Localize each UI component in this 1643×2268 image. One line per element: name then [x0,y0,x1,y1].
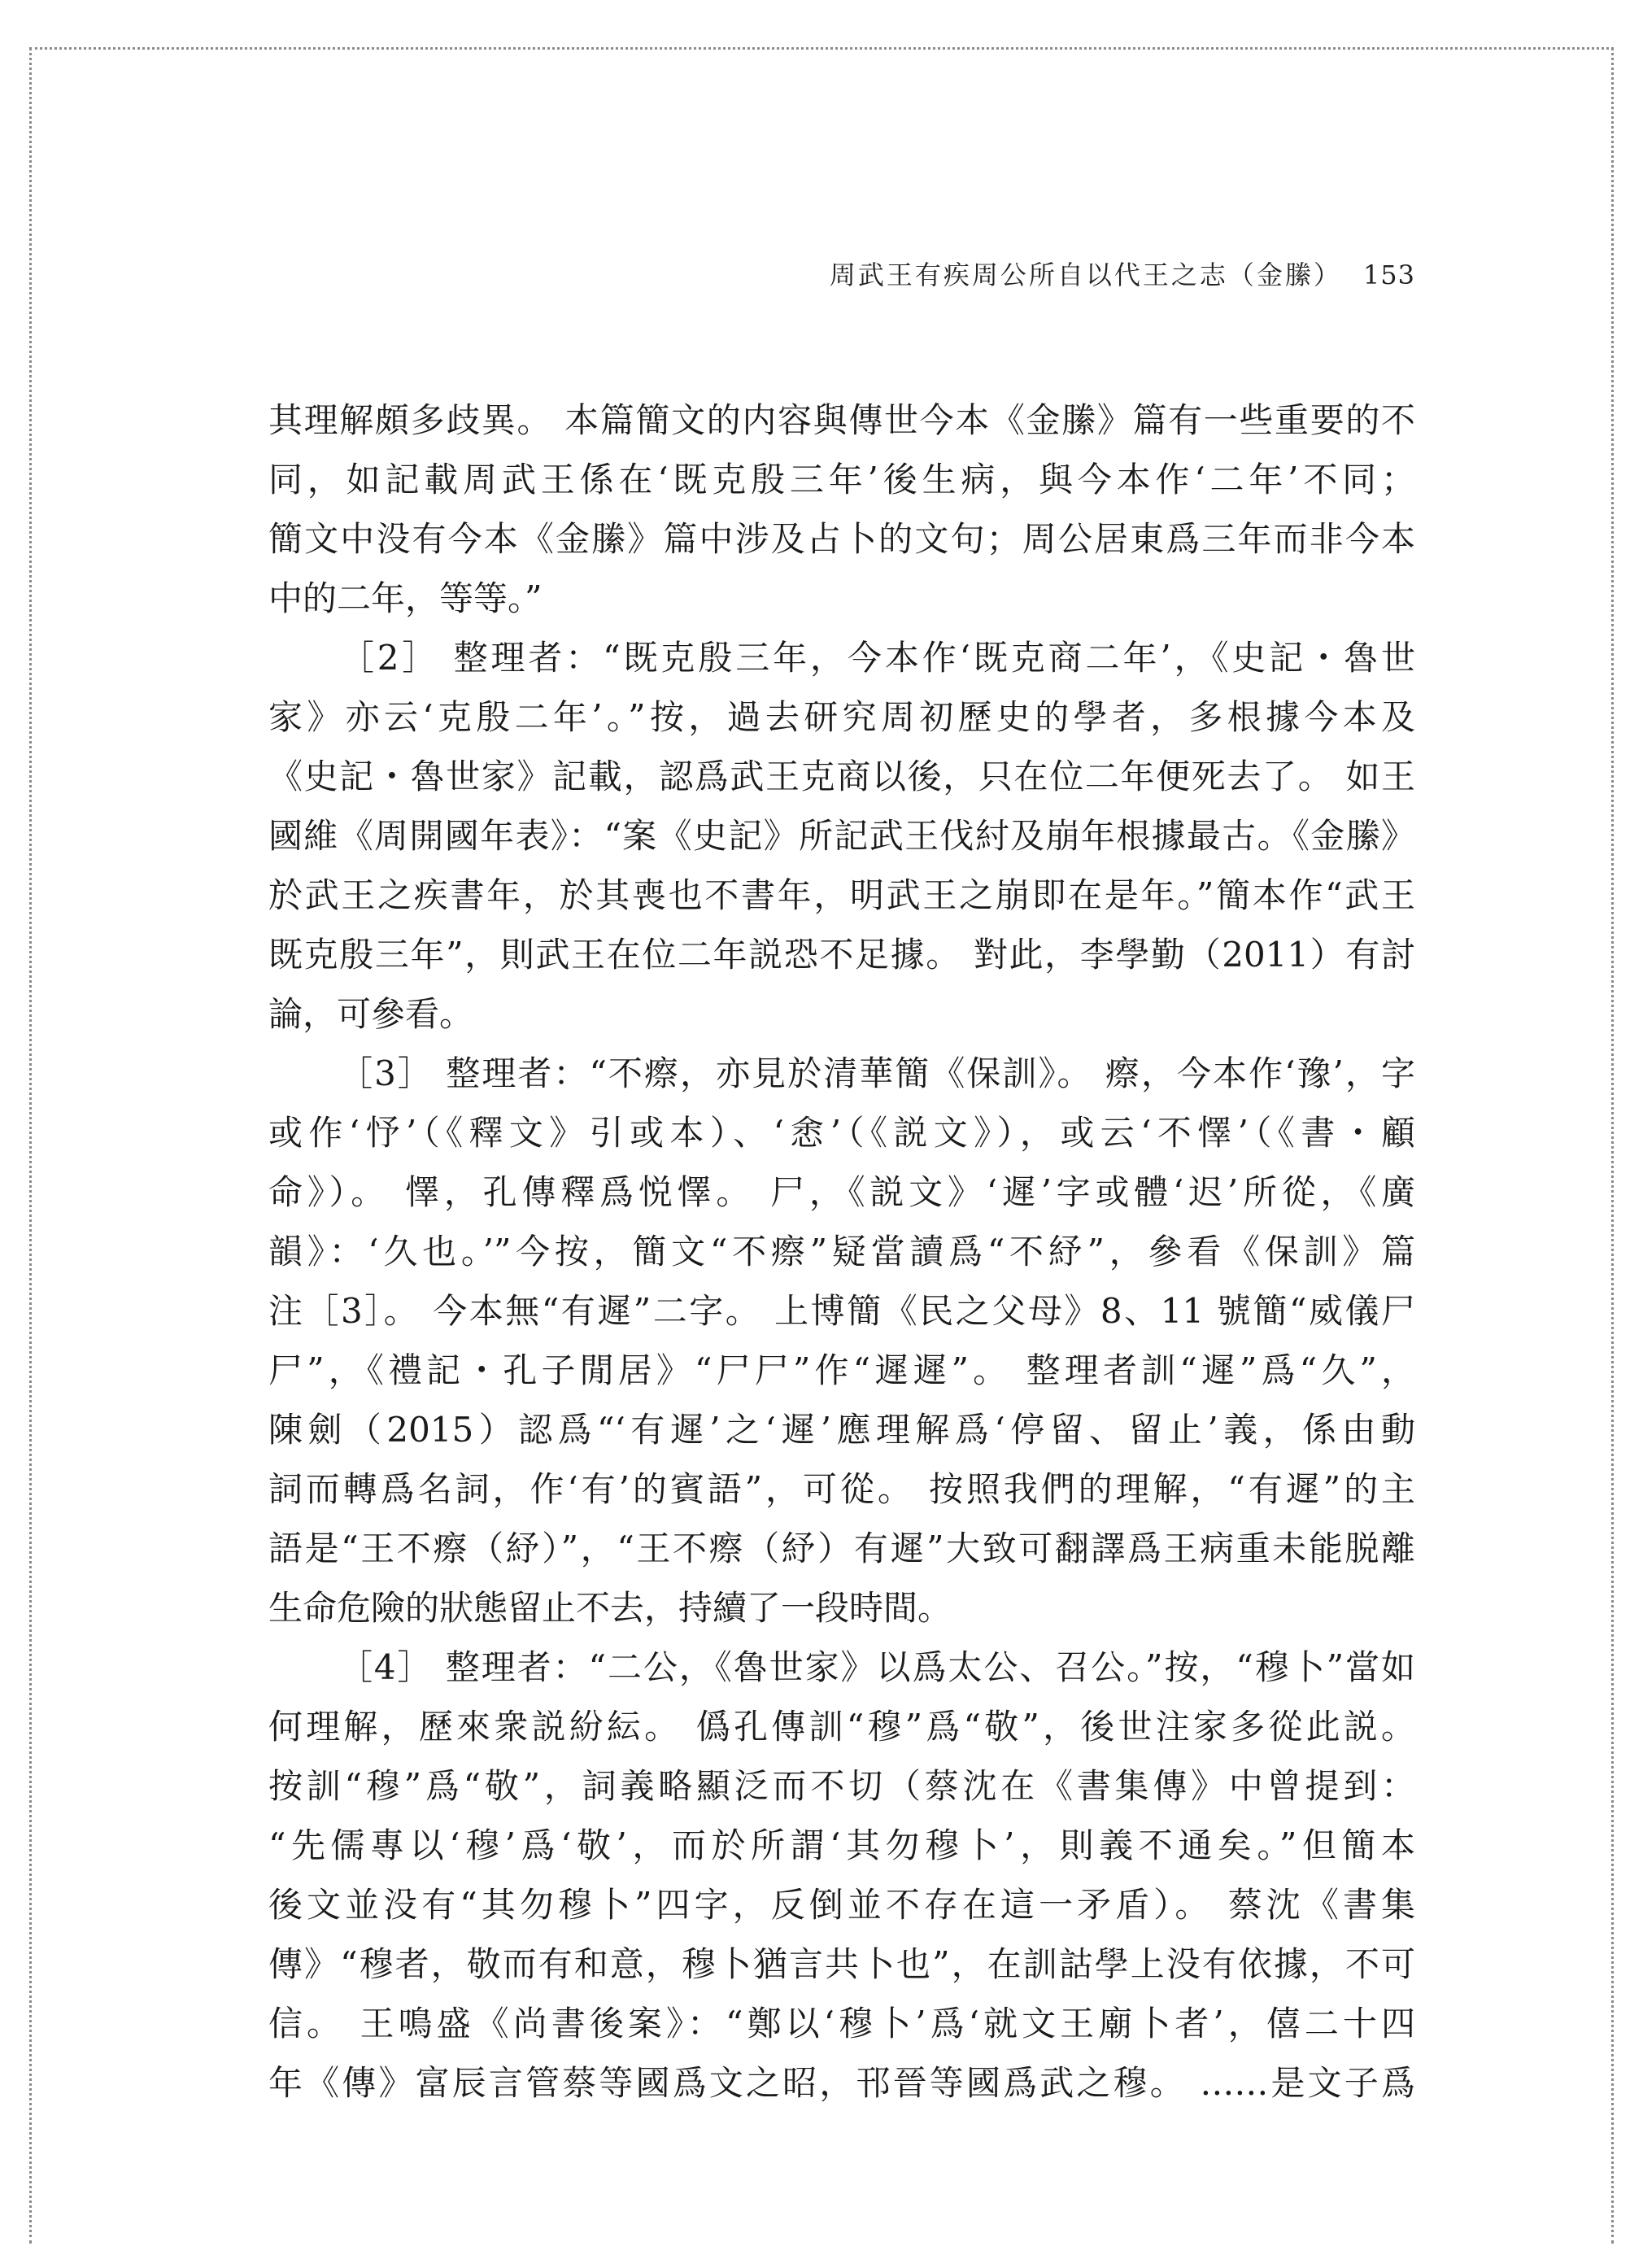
text-line: 年《傳》富辰言管蔡等國爲文之昭，邗晉等國爲武之穆。 ……是文子爲 [268,2063,1415,2103]
text-line: 何理解，歷來衆説紛紜。 僞孔傳訓“穆”爲“敬”，後世注家多從此説。 [268,1707,1415,1747]
text-line: 生命危險的狀態留止不去，持續了一段時間。 [268,1588,952,1628]
text-line: 同，如記載周武王係在‘既克殷三年’後生病，與今本作‘二年’不同； [268,460,1415,499]
text-line: 韻》：‘久也。’”今按，簡文“不瘵”疑當讀爲“不紓”，參看《保訓》篇 [268,1232,1415,1271]
paragraph-continuation [268,390,1415,628]
text-line: “先儒專以‘穆’爲‘敬’，而於所謂‘其勿穆卜’，則義不通矣。”但簡本 [268,1825,1415,1865]
note-3 [268,1044,1415,1638]
text-line: 尸”，《禮記・孔子閒居》“尸尸”作“遲遲”。 整理者訓“遲”爲“久”， [268,1350,1415,1390]
text-line: 《史記・魯世家》記載，認爲武王克商以後，只在位二年便死去了。 如王 [268,757,1415,796]
note-2 [268,628,1415,1044]
text-line: 詞而轉爲名詞，作‘有’的賓語”，可從。 按照我們的理解，“有遲”的主 [268,1469,1415,1509]
text-line: 論，可參看。 [268,994,474,1034]
text-line: 命》）。 懌，孔傳釋爲悦懌。 尸，《説文》‘遲’字或體‘迟’所從，《廣 [268,1172,1415,1212]
text-line: 其理解頗多歧異。 本篇簡文的内容與傳世今本《金縢》篇有一些重要的不 [268,400,1415,440]
main-text [268,390,1415,2113]
text-line: ［4］ 整理者：“二公，《魯世家》以爲太公、召公。”按，“穆卜”當如 [337,1647,1415,1687]
text-line: 傳》“穆者，敬而有和意，穆卜猶言共卜也”，在訓詁學上没有依據，不可 [268,1944,1415,1984]
text-line: 按訓“穆”爲“敬”，詞義略顯泛而不切（蔡沈在《書集傳》中曾提到： [268,1766,1415,1806]
running-header [268,259,1415,291]
text-line: 或作‘忬’（《釋文》引或本）、‘悆’（《説文》），或云‘不懌’（《書・顧 [268,1113,1415,1153]
text-line: 注［3］。 今本無“有遲”二字。 上博簡《民之父母》8、11 號簡“威儀尸 [268,1291,1415,1331]
text-line: 陳劍（2015）認爲“‘有遲’之‘遲’應理解爲‘停留、留止’義，係由動 [268,1410,1415,1450]
page-number: 153 [1362,260,1415,290]
text-line: 簡文中没有今本《金縢》篇中涉及占卜的文句；周公居東爲三年而非今本 [268,519,1415,559]
text-line: 中的二年，等等。” [268,578,543,618]
text-line: 後文並没有“其勿穆卜”四字，反倒並不存在這一矛盾）。 蔡沈《書集 [268,1885,1415,1925]
note-4 [268,1638,1415,2113]
text-line: 信。 王鳴盛《尚書後案》：“鄭以‘穆卜’爲‘就文王廟卜者’，僖二十四 [268,2004,1415,2043]
text-line: 語是“王不瘵（紓）”，“王不瘵（紓）有遲”大致可翻譯爲王病重未能脱離 [268,1529,1415,1568]
text-line: ［3］ 整理者：“不瘵，亦見於清華簡《保訓》。 瘵，今本作‘豫’，字 [337,1053,1415,1093]
text-line: 既克殷三年”，則武王在位二年説恐不足據。 對此，李學勤（2011）有討 [268,935,1415,975]
running-title: 周武王有疾周公所自以代王之志（金縢） [829,260,1342,290]
text-line: 於武王之疾書年，於其喪也不書年，明武王之崩即在是年。”簡本作“武王 [268,875,1415,915]
text-line: 家》亦云‘克殷二年’。”按，過去研究周初歷史的學者，多根據今本及 [268,697,1415,737]
text-line: ［2］ 整理者：“既克殷三年，今本作‘既克商二年’，《史記・魯世 [337,638,1415,678]
text-line: 國維《周開國年表》：“案《史記》所記武王伐紂及崩年根據最古。《金縢》 [268,816,1415,856]
